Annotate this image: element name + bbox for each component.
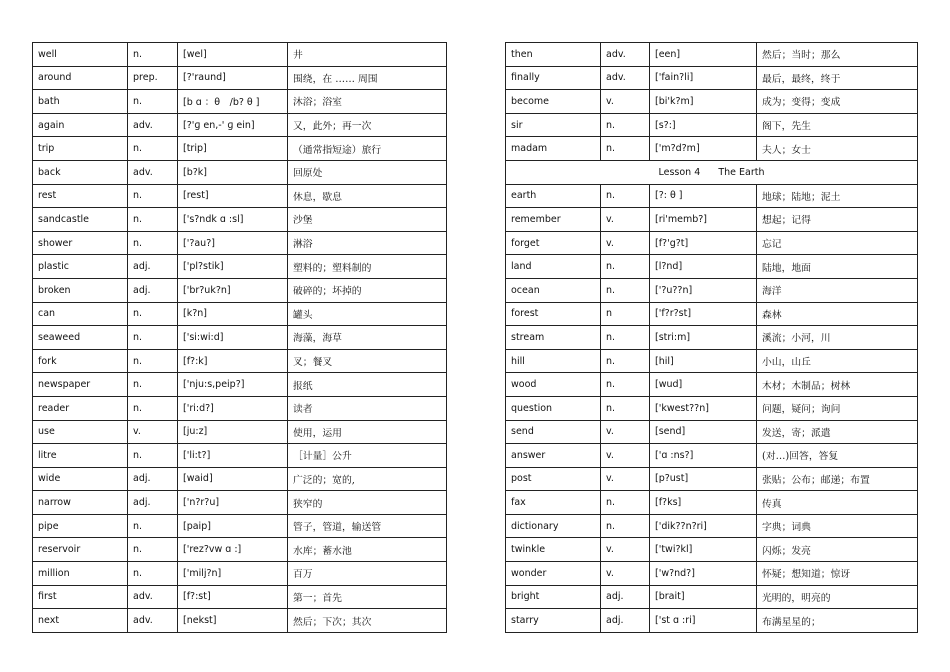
meaning-cell: 沐浴；浴室 xyxy=(288,90,447,114)
pos-cell: adv. xyxy=(128,160,178,184)
vocab-table-left xyxy=(32,42,447,633)
pos-cell: n. xyxy=(128,349,178,373)
meaning-cell: 小山，山丘 xyxy=(757,349,918,373)
meaning-cell: 淋浴 xyxy=(288,231,447,255)
word-cell: starry xyxy=(506,609,601,633)
meaning-cell: 沙堡 xyxy=(288,208,447,232)
phonetic-cell: ['milj?n] xyxy=(178,562,288,586)
pos-cell: adv. xyxy=(128,609,178,633)
word-cell: wonder xyxy=(506,562,601,586)
pos-cell: n. xyxy=(601,278,650,302)
word-cell: earth xyxy=(506,184,601,208)
phonetic-cell: [b ɑ ：θ /b? θ ] xyxy=(178,90,288,114)
phonetic-cell: [trip] xyxy=(178,137,288,161)
meaning-cell: 张贴；公布；邮递；布置 xyxy=(757,467,918,491)
meaning-cell: 阁下，先生 xyxy=(757,113,918,137)
meaning-cell: 管子，管道，输送管 xyxy=(288,514,447,538)
vocab-row xyxy=(506,326,918,350)
word-cell: question xyxy=(506,396,601,420)
word-cell: bath xyxy=(33,90,128,114)
phonetic-cell: ['w?nd?] xyxy=(650,562,757,586)
meaning-cell: 广泛的；宽的, xyxy=(288,467,447,491)
left-table-body xyxy=(33,43,447,633)
phonetic-cell: [f?ks] xyxy=(650,491,757,515)
word-cell: fork xyxy=(33,349,128,373)
word-cell: stream xyxy=(506,326,601,350)
word-cell: can xyxy=(33,302,128,326)
pos-cell: n. xyxy=(128,231,178,255)
meaning-cell: 想起；记得 xyxy=(757,208,918,232)
phonetic-cell: [k?n] xyxy=(178,302,288,326)
word-cell: hill xyxy=(506,349,601,373)
meaning-cell: 溪流；小河，川 xyxy=(757,326,918,350)
pos-cell: v. xyxy=(601,420,650,444)
pos-cell: adj. xyxy=(128,491,178,515)
pos-cell: n. xyxy=(601,491,650,515)
phonetic-cell: ['?u??n] xyxy=(650,278,757,302)
meaning-cell: 海藻，海草 xyxy=(288,326,447,350)
phonetic-cell: ['twi?kl] xyxy=(650,538,757,562)
meaning-cell: 光明的，明亮的 xyxy=(757,585,918,609)
vocab-row xyxy=(506,373,918,397)
vocab-row xyxy=(506,208,918,232)
pos-cell: adj. xyxy=(128,278,178,302)
word-cell: wide xyxy=(33,467,128,491)
word-cell: broken xyxy=(33,278,128,302)
word-cell: land xyxy=(506,255,601,279)
word-cell: first xyxy=(33,585,128,609)
vocab-row xyxy=(506,43,918,67)
word-cell: litre xyxy=(33,444,128,468)
vocab-row xyxy=(33,90,447,114)
word-cell: around xyxy=(33,66,128,90)
vocab-row xyxy=(33,278,447,302)
meaning-cell: 发送，寄；派遣 xyxy=(757,420,918,444)
vocab-row xyxy=(33,444,447,468)
vocab-row xyxy=(506,585,918,609)
vocab-row xyxy=(506,444,918,468)
phonetic-cell: ['si:wi:d] xyxy=(178,326,288,350)
vocab-row xyxy=(33,585,447,609)
word-cell: remember xyxy=(506,208,601,232)
vocab-row xyxy=(33,43,447,67)
phonetic-cell: ['kwest??n] xyxy=(650,396,757,420)
meaning-cell: 破碎的；坏掉的 xyxy=(288,278,447,302)
phonetic-cell: [wel] xyxy=(178,43,288,67)
word-cell: newspaper xyxy=(33,373,128,397)
word-cell: sir xyxy=(506,113,601,137)
meaning-cell: 休息，歇息 xyxy=(288,184,447,208)
meaning-cell: 狭窄的 xyxy=(288,491,447,515)
phonetic-cell: [?: θ ] xyxy=(650,184,757,208)
vocab-row xyxy=(506,90,918,114)
meaning-cell: 报纸 xyxy=(288,373,447,397)
phonetic-cell: ['f?r?st] xyxy=(650,302,757,326)
pos-cell: adv. xyxy=(128,585,178,609)
vocab-row xyxy=(33,514,447,538)
lesson-heading-row xyxy=(506,160,918,184)
word-cell: forest xyxy=(506,302,601,326)
phonetic-cell: [ju:z] xyxy=(178,420,288,444)
meaning-cell: 第一；首先 xyxy=(288,585,447,609)
vocab-row xyxy=(33,137,447,161)
vocab-row xyxy=(33,231,447,255)
phonetic-cell: [f?:k] xyxy=(178,349,288,373)
meaning-cell: 海洋 xyxy=(757,278,918,302)
vocab-row xyxy=(33,113,447,137)
vocab-row xyxy=(33,562,447,586)
meaning-cell: 布满星星的； xyxy=(757,609,918,633)
word-cell: bright xyxy=(506,585,601,609)
word-cell: again xyxy=(33,113,128,137)
word-cell: forget xyxy=(506,231,601,255)
word-cell: reservoir xyxy=(33,538,128,562)
vocab-table-right xyxy=(505,42,918,633)
phonetic-cell: [?'raund] xyxy=(178,66,288,90)
pos-cell: v. xyxy=(601,90,650,114)
word-cell: become xyxy=(506,90,601,114)
vocab-row xyxy=(506,467,918,491)
pos-cell: n. xyxy=(128,326,178,350)
vocab-row xyxy=(506,302,918,326)
pos-cell: v. xyxy=(601,562,650,586)
meaning-cell: ［计量］公升 xyxy=(288,444,447,468)
meaning-cell: 读者 xyxy=(288,396,447,420)
vocab-row xyxy=(33,184,447,208)
phonetic-cell: [nekst] xyxy=(178,609,288,633)
pos-cell: n. xyxy=(601,396,650,420)
word-cell: send xyxy=(506,420,601,444)
word-cell: twinkle xyxy=(506,538,601,562)
vocab-row xyxy=(33,255,447,279)
pos-cell: n xyxy=(601,302,650,326)
pos-cell: n. xyxy=(128,43,178,67)
word-cell: then xyxy=(506,43,601,67)
meaning-cell: （通常指短途）旅行 xyxy=(288,137,447,161)
vocab-row xyxy=(33,208,447,232)
meaning-cell: 最后，最终，终于 xyxy=(757,66,918,90)
vocab-row xyxy=(33,538,447,562)
vocab-row xyxy=(33,609,447,633)
phonetic-cell: [stri:m] xyxy=(650,326,757,350)
pos-cell: n. xyxy=(601,349,650,373)
pos-cell: n. xyxy=(128,562,178,586)
phonetic-cell: ['ɑ :ns?] xyxy=(650,444,757,468)
meaning-cell: 森林 xyxy=(757,302,918,326)
meaning-cell: 然后；下次；其次 xyxy=(288,609,447,633)
pos-cell: n. xyxy=(601,514,650,538)
meaning-cell: 塑料的；塑料制的 xyxy=(288,255,447,279)
phonetic-cell: [ri'memb?] xyxy=(650,208,757,232)
meaning-cell: 百万 xyxy=(288,562,447,586)
word-cell: wood xyxy=(506,373,601,397)
word-cell: million xyxy=(33,562,128,586)
word-cell: next xyxy=(33,609,128,633)
vocab-row xyxy=(506,609,918,633)
phonetic-cell: ['rez?vw ɑ :] xyxy=(178,538,288,562)
pos-cell: n. xyxy=(128,137,178,161)
vocab-row xyxy=(33,326,447,350)
meaning-cell: 然后；当时；那么 xyxy=(757,43,918,67)
pos-cell: v. xyxy=(601,231,650,255)
vocab-row xyxy=(506,231,918,255)
vocab-row xyxy=(506,184,918,208)
vocab-row xyxy=(506,538,918,562)
phonetic-cell: [send] xyxy=(650,420,757,444)
right-table-body xyxy=(506,43,918,633)
pos-cell: v. xyxy=(601,444,650,468)
vocab-row xyxy=(33,160,447,184)
meaning-cell: 怀疑；想知道；惊讶 xyxy=(757,562,918,586)
word-cell: ocean xyxy=(506,278,601,302)
pos-cell: adv. xyxy=(601,43,650,67)
pos-cell: n. xyxy=(601,373,650,397)
word-cell: pipe xyxy=(33,514,128,538)
word-cell: narrow xyxy=(33,491,128,515)
vocab-row xyxy=(33,396,447,420)
phonetic-cell: [een] xyxy=(650,43,757,67)
phonetic-cell: [f?:st] xyxy=(178,585,288,609)
vocab-row xyxy=(506,562,918,586)
word-cell: madam xyxy=(506,137,601,161)
pos-cell: adj. xyxy=(601,609,650,633)
pos-cell: n. xyxy=(128,444,178,468)
word-cell: shower xyxy=(33,231,128,255)
phonetic-cell: ['fain?li] xyxy=(650,66,757,90)
meaning-cell: 又，此外；再一次 xyxy=(288,113,447,137)
phonetic-cell: ['?au?] xyxy=(178,231,288,255)
meaning-cell: 成为；变得；变成 xyxy=(757,90,918,114)
pos-cell: adv. xyxy=(128,113,178,137)
pos-cell: n. xyxy=(128,538,178,562)
phonetic-cell: [paip] xyxy=(178,514,288,538)
pos-cell: n. xyxy=(128,302,178,326)
vocab-row xyxy=(506,255,918,279)
pos-cell: n. xyxy=(128,514,178,538)
vocab-row xyxy=(33,420,447,444)
phonetic-cell: [brait] xyxy=(650,585,757,609)
phonetic-cell: ['br?uk?n] xyxy=(178,278,288,302)
vocab-row xyxy=(33,349,447,373)
vocab-row xyxy=(506,396,918,420)
pos-cell: n. xyxy=(128,208,178,232)
phonetic-cell: ['li:t?] xyxy=(178,444,288,468)
pos-cell: n. xyxy=(128,90,178,114)
pos-cell: n. xyxy=(601,113,650,137)
phonetic-cell: ['m?d?m] xyxy=(650,137,757,161)
pos-cell: v. xyxy=(601,208,650,232)
vocab-row xyxy=(506,491,918,515)
word-cell: seaweed xyxy=(33,326,128,350)
pos-cell: v. xyxy=(128,420,178,444)
phonetic-cell: [rest] xyxy=(178,184,288,208)
meaning-cell: 字典；词典 xyxy=(757,514,918,538)
meaning-cell: 水库；蓄水池 xyxy=(288,538,447,562)
pos-cell: prep. xyxy=(128,66,178,90)
meaning-cell: 地球；陆地；泥土 xyxy=(757,184,918,208)
phonetic-cell: ['n?r?u] xyxy=(178,491,288,515)
phonetic-cell: ['ri:d?] xyxy=(178,396,288,420)
vocab-row xyxy=(33,491,447,515)
pos-cell: adj. xyxy=(601,585,650,609)
pos-cell: n. xyxy=(128,396,178,420)
vocab-row xyxy=(33,302,447,326)
meaning-cell: 罐头 xyxy=(288,302,447,326)
meaning-cell: 忘记 xyxy=(757,231,918,255)
word-cell: answer xyxy=(506,444,601,468)
meaning-cell: 传真 xyxy=(757,491,918,515)
vocab-row xyxy=(506,66,918,90)
word-cell: reader xyxy=(33,396,128,420)
lesson-heading: Lesson 4 The Earth xyxy=(506,160,918,184)
vocab-row xyxy=(33,66,447,90)
pos-cell: adv. xyxy=(601,66,650,90)
vocab-row xyxy=(506,278,918,302)
word-cell: sandcastle xyxy=(33,208,128,232)
meaning-cell: 井 xyxy=(288,43,447,67)
phonetic-cell: [l?nd] xyxy=(650,255,757,279)
word-cell: trip xyxy=(33,137,128,161)
word-cell: rest xyxy=(33,184,128,208)
pos-cell: v. xyxy=(601,538,650,562)
phonetic-cell: ['s?ndk ɑ :sl] xyxy=(178,208,288,232)
vocab-row xyxy=(33,373,447,397)
vocab-row xyxy=(506,514,918,538)
phonetic-cell: [p?ust] xyxy=(650,467,757,491)
phonetic-cell: [wud] xyxy=(650,373,757,397)
pos-cell: adj. xyxy=(128,467,178,491)
phonetic-cell: [bi'k?m] xyxy=(650,90,757,114)
meaning-cell: 闪烁；发亮 xyxy=(757,538,918,562)
meaning-cell: 陆地，地面 xyxy=(757,255,918,279)
word-cell: post xyxy=(506,467,601,491)
phonetic-cell: ['st ɑ :ri] xyxy=(650,609,757,633)
pos-cell: adj. xyxy=(128,255,178,279)
meaning-cell: 木材；木制品；树林 xyxy=(757,373,918,397)
pos-cell: n. xyxy=(601,255,650,279)
meaning-cell: 叉；餐叉 xyxy=(288,349,447,373)
word-cell: finally xyxy=(506,66,601,90)
phonetic-cell: ['nju:s,peip?] xyxy=(178,373,288,397)
meaning-cell: 夫人；女士 xyxy=(757,137,918,161)
pos-cell: v. xyxy=(601,467,650,491)
word-cell: dictionary xyxy=(506,514,601,538)
word-cell: fax xyxy=(506,491,601,515)
pos-cell: n. xyxy=(128,184,178,208)
vocab-row xyxy=(506,349,918,373)
meaning-cell: 围绕，在 …… 周围 xyxy=(288,66,447,90)
phonetic-cell: ['dik??n?ri] xyxy=(650,514,757,538)
phonetic-cell: ['pl?stik] xyxy=(178,255,288,279)
pos-cell: n. xyxy=(601,137,650,161)
phonetic-cell: [hil] xyxy=(650,349,757,373)
phonetic-cell: [waid] xyxy=(178,467,288,491)
word-cell: well xyxy=(33,43,128,67)
word-cell: use xyxy=(33,420,128,444)
phonetic-cell: [s?:] xyxy=(650,113,757,137)
vocab-row xyxy=(33,467,447,491)
phonetic-cell: [?'ɡ en,-' ɡ ein] xyxy=(178,113,288,137)
pos-cell: n. xyxy=(128,373,178,397)
meaning-cell: 回原处 xyxy=(288,160,447,184)
pos-cell: n. xyxy=(601,326,650,350)
vocab-row xyxy=(506,113,918,137)
phonetic-cell: [b?k] xyxy=(178,160,288,184)
phonetic-cell: [f?'g?t] xyxy=(650,231,757,255)
word-cell: back xyxy=(33,160,128,184)
vocab-row xyxy=(506,137,918,161)
pos-cell: n. xyxy=(601,184,650,208)
word-cell: plastic xyxy=(33,255,128,279)
meaning-cell: 使用，运用 xyxy=(288,420,447,444)
vocab-row xyxy=(506,420,918,444)
meaning-cell: (对…)回答，答复 xyxy=(757,444,918,468)
meaning-cell: 问题，疑问；询问 xyxy=(757,396,918,420)
